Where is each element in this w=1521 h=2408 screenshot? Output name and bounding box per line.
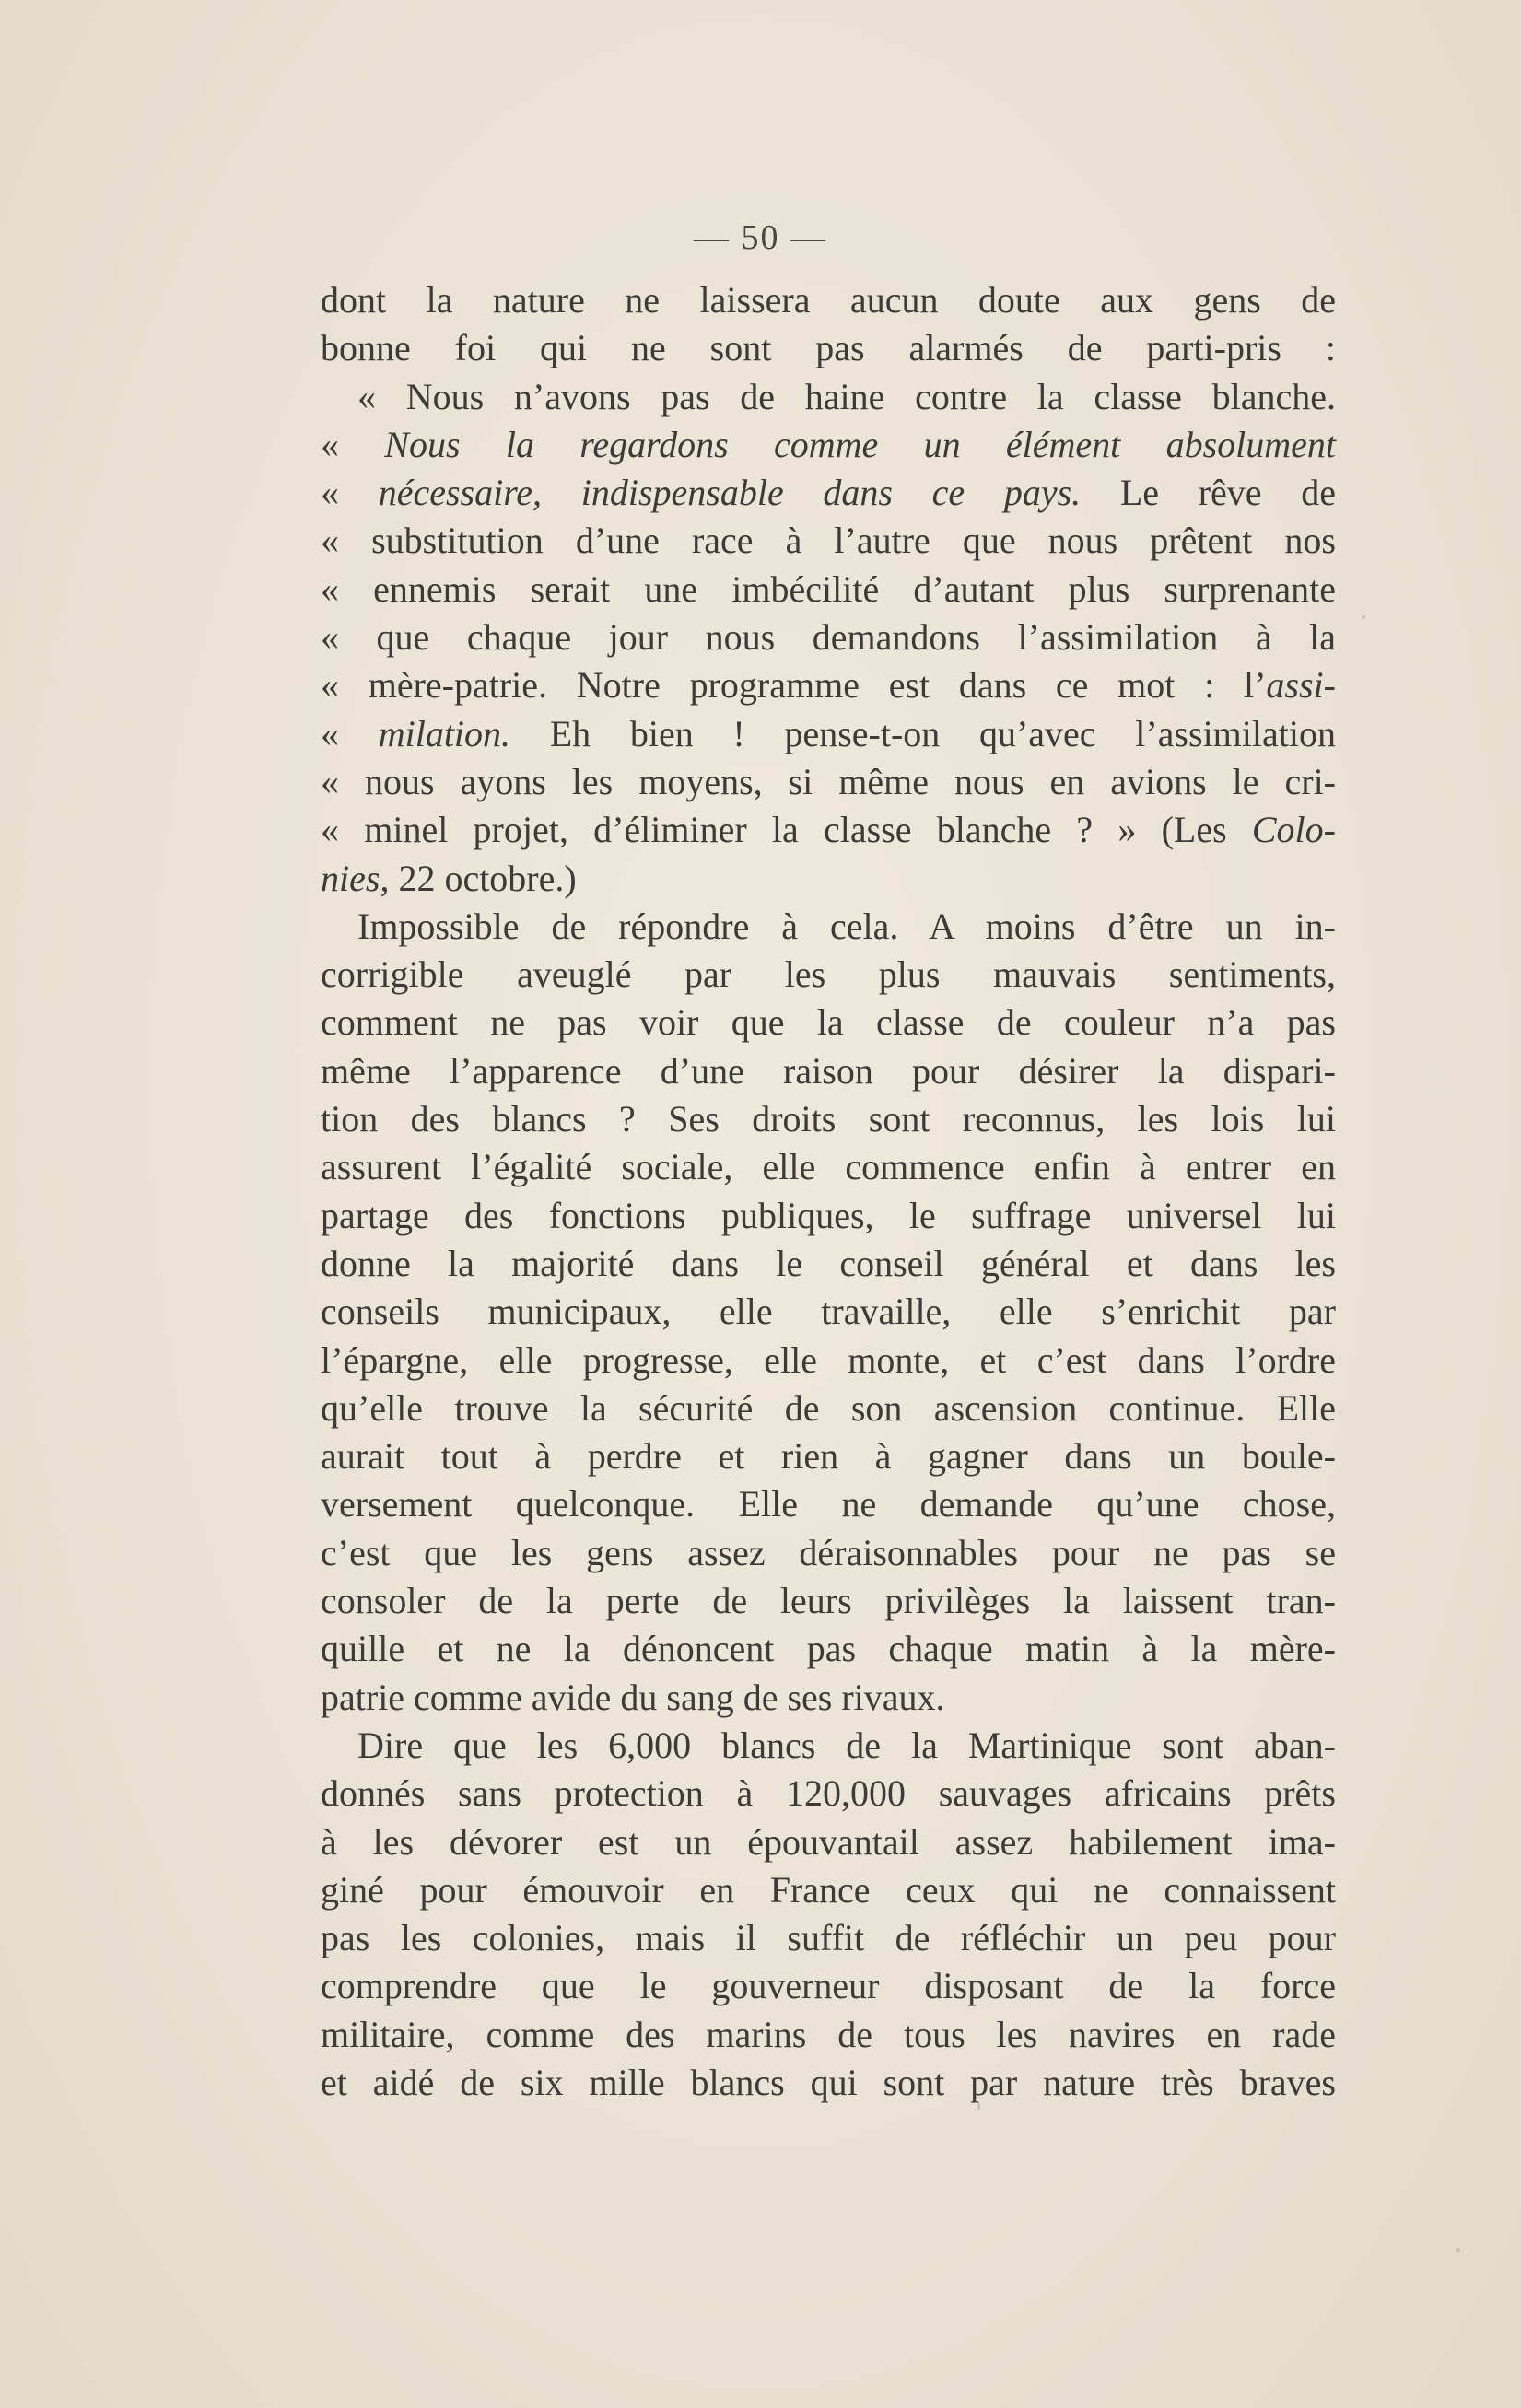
line-prefix: « — [321, 423, 385, 465]
line-prefix: « minel projet, d’éliminer la classe blanche ? » (Les — [321, 809, 1252, 851]
text-line: Impossible de répondre à cela. A moins d’être un in- — [357, 905, 1336, 947]
text-line: « nous ayons les moyens, si même nous en avions le cri- — [321, 760, 1336, 802]
text-line: assurent l’égalité sociale, elle commence enfin à entrer en — [321, 1146, 1336, 1188]
paper-speck — [1456, 2248, 1460, 2252]
text-line: dont la nature ne laissera aucun doute aux gens de — [321, 279, 1336, 321]
paragraph-1 — [321, 276, 1336, 903]
text-line: corrigible aveuglé par les plus mauvais sentiments, — [321, 953, 1336, 996]
text-line: conseils municipaux, elle travaille, elle s’enrichit par — [321, 1291, 1336, 1333]
text-line: bonne foi qui ne sont pas alarmés de parti-pris : — [321, 327, 1336, 369]
page-number: — 50 — — [694, 218, 827, 257]
text-line: tion des blancs ? Ses droits sont reconnus, les lois lui — [321, 1098, 1336, 1140]
italic-text: nies — [321, 857, 380, 899]
text-line: l’épargne, elle progresse, elle monte, et c’est dans l’ordre — [321, 1338, 1336, 1381]
italic-text: assi- — [1266, 664, 1336, 707]
text-line: qu’elle trouve la sécurité de son ascension continue. Elle — [321, 1386, 1336, 1429]
italic-text: milation. — [378, 712, 511, 754]
paper-speck — [1362, 615, 1365, 619]
text-line: « substitution d’une race à l’autre que nous prêtent nos — [321, 520, 1336, 562]
text-line: comprendre que le gouverneur disposant de la force — [321, 1965, 1336, 2007]
line-suffix: Le rêve de — [1081, 472, 1336, 514]
text-line: donnés sans protection à 120,000 sauvages africains prêts — [321, 1772, 1336, 1815]
paragraph-2 — [321, 903, 1336, 1722]
text-line: « Nous n’avons pas de haine contre la classe blanche. — [357, 375, 1336, 417]
paragraph-3 — [321, 1722, 1336, 2107]
text-line — [321, 710, 1336, 758]
text-body — [321, 276, 1336, 2107]
line-suffix: , 22 octobre.) — [380, 857, 577, 899]
paper-speck — [977, 2102, 980, 2110]
line-prefix: « — [321, 712, 379, 754]
text-line — [321, 855, 1336, 903]
italic-text: Nous la regardons comme un élément absolument — [384, 423, 1336, 465]
text-line: comment ne pas voir que la classe de couleur n’a pas — [321, 1001, 1336, 1044]
text-line: consoler de la perte de leurs privilèges la laissent tran- — [321, 1580, 1336, 1622]
italic-text: Colo- — [1251, 809, 1336, 851]
text-line: aurait tout à perdre et rien à gagner dans un boule- — [321, 1435, 1336, 1478]
line-suffix: Eh bien ! pense-t-on qu’avec l’assimilation — [510, 712, 1336, 754]
text-line: même l’apparence d’une raison pour désirer la dispari- — [321, 1049, 1336, 1092]
text-line: Dire que les 6,000 blancs de la Martinique sont aban- — [357, 1724, 1336, 1766]
italic-text: nécessaire, indispensable dans ce pays. — [378, 472, 1082, 514]
text-line — [321, 469, 1336, 517]
text-line: militaire, comme des marins de tous les navires en rade — [321, 2013, 1336, 2055]
text-line: quille et ne la dénoncent pas chaque matin à la mère- — [321, 1628, 1336, 1670]
text-line: « ennemis serait une imbécilité d’autant plus surprenante — [321, 567, 1336, 610]
text-line: pas les colonies, mais il suffit de réfléchir un peu pour — [321, 1917, 1336, 1959]
text-line: patrie comme avide du sang de ses rivaux. — [321, 1676, 945, 1718]
text-line: giné pour émouvoir en France ceux qui ne connaissent — [321, 1868, 1336, 1911]
text-line — [321, 421, 1336, 469]
line-prefix: « — [321, 472, 379, 514]
line-prefix: « mère-patrie. Notre programme est dans ce mot : l’ — [321, 664, 1267, 707]
text-line — [321, 661, 1336, 709]
text-line — [321, 806, 1336, 854]
text-line: « que chaque jour nous demandons l’assimilation à la — [321, 616, 1336, 659]
text-line: versement quelconque. Elle ne demande qu’une chose, — [321, 1483, 1336, 1525]
text-line: partage des fonctions publiques, le suffrage universel lui — [321, 1194, 1336, 1236]
text-line: à les dévorer est un épouvantail assez habilement ima- — [321, 1820, 1336, 1863]
text-line: c’est que les gens assez déraisonnables pour ne pas se — [321, 1531, 1336, 1573]
text-line: donne la majorité dans le conseil général et dans les — [321, 1242, 1336, 1284]
text-line: et aidé de six mille blancs qui sont par nature très braves — [321, 2061, 1336, 2103]
